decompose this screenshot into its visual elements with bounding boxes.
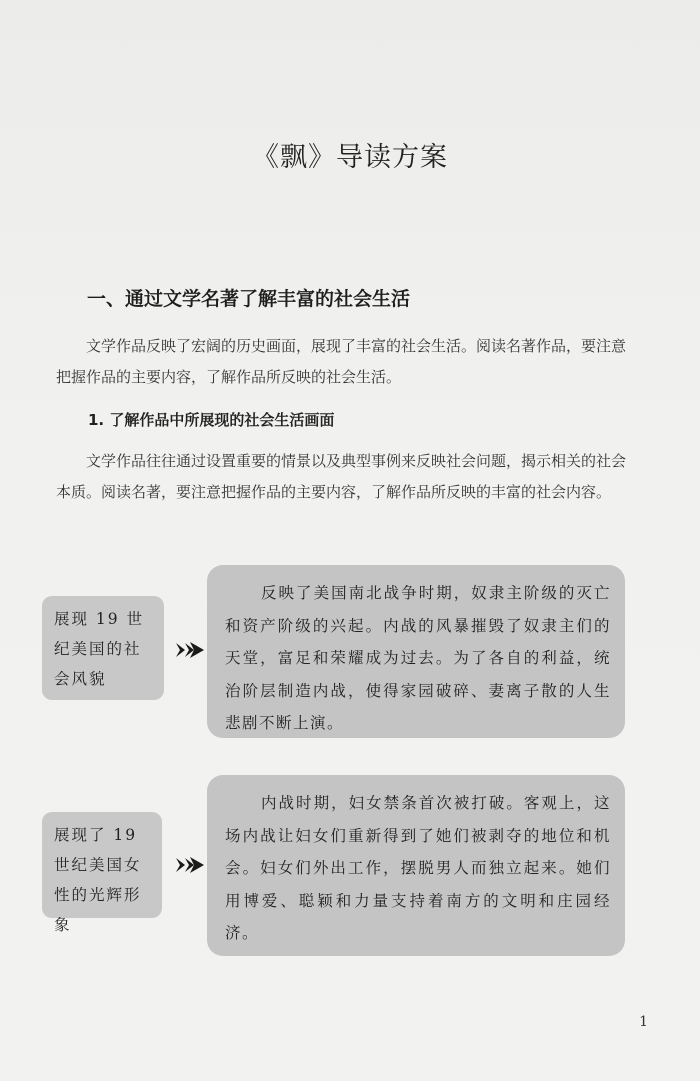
diagram-content-2: 内战时期，妇女禁条首次被打破。客观上，这场内战让妇女们重新得到了她们被剥夺的地位和机会。妇女们外出工作，摆脱男人而独立起来。她们用博爱、聪颖和力量支持着南方的文明和庄园经济。	[207, 775, 625, 956]
subsection-paragraph: 文学作品往往通过设置重要的情景以及典型事例来反映社会问题，揭示相关的社会本质。阅读名著，要注意把握作品的主要内容，了解作品所反映的丰富的社会内容。	[56, 452, 627, 501]
diagram-content-1: 反映了美国南北战争时期，奴隶主阶级的灭亡和资产阶级的兴起。内战的风暴摧毁了奴隶主们的天堂，富足和荣耀成为过去。为了各自的利益，统治阶层制造内战，使得家园破碎、妻离子散的人生悲剧不断上演。	[207, 565, 625, 738]
diagram-label-1: 展现 19 世纪美国的社会风貌	[42, 596, 164, 700]
section-heading: 一、通过文学名著了解丰富的社会生活	[87, 288, 411, 310]
diagram-label-2: 展现了 19 世纪美国女性的光辉形象	[42, 812, 162, 918]
double-arrow-icon	[176, 641, 204, 659]
double-arrow-icon	[176, 856, 204, 874]
intro-paragraph: 文学作品反映了宏阔的历史画面，展现了丰富的社会生活。阅读名著作品，要注意把握作品的主要内容，了解作品所反映的社会生活。	[56, 337, 627, 386]
page-number: 1	[639, 1014, 648, 1030]
page-title: 《飘》导读方案	[252, 142, 448, 173]
subsection-heading: 1. 了解作品中所展现的社会生活画面	[88, 411, 335, 429]
